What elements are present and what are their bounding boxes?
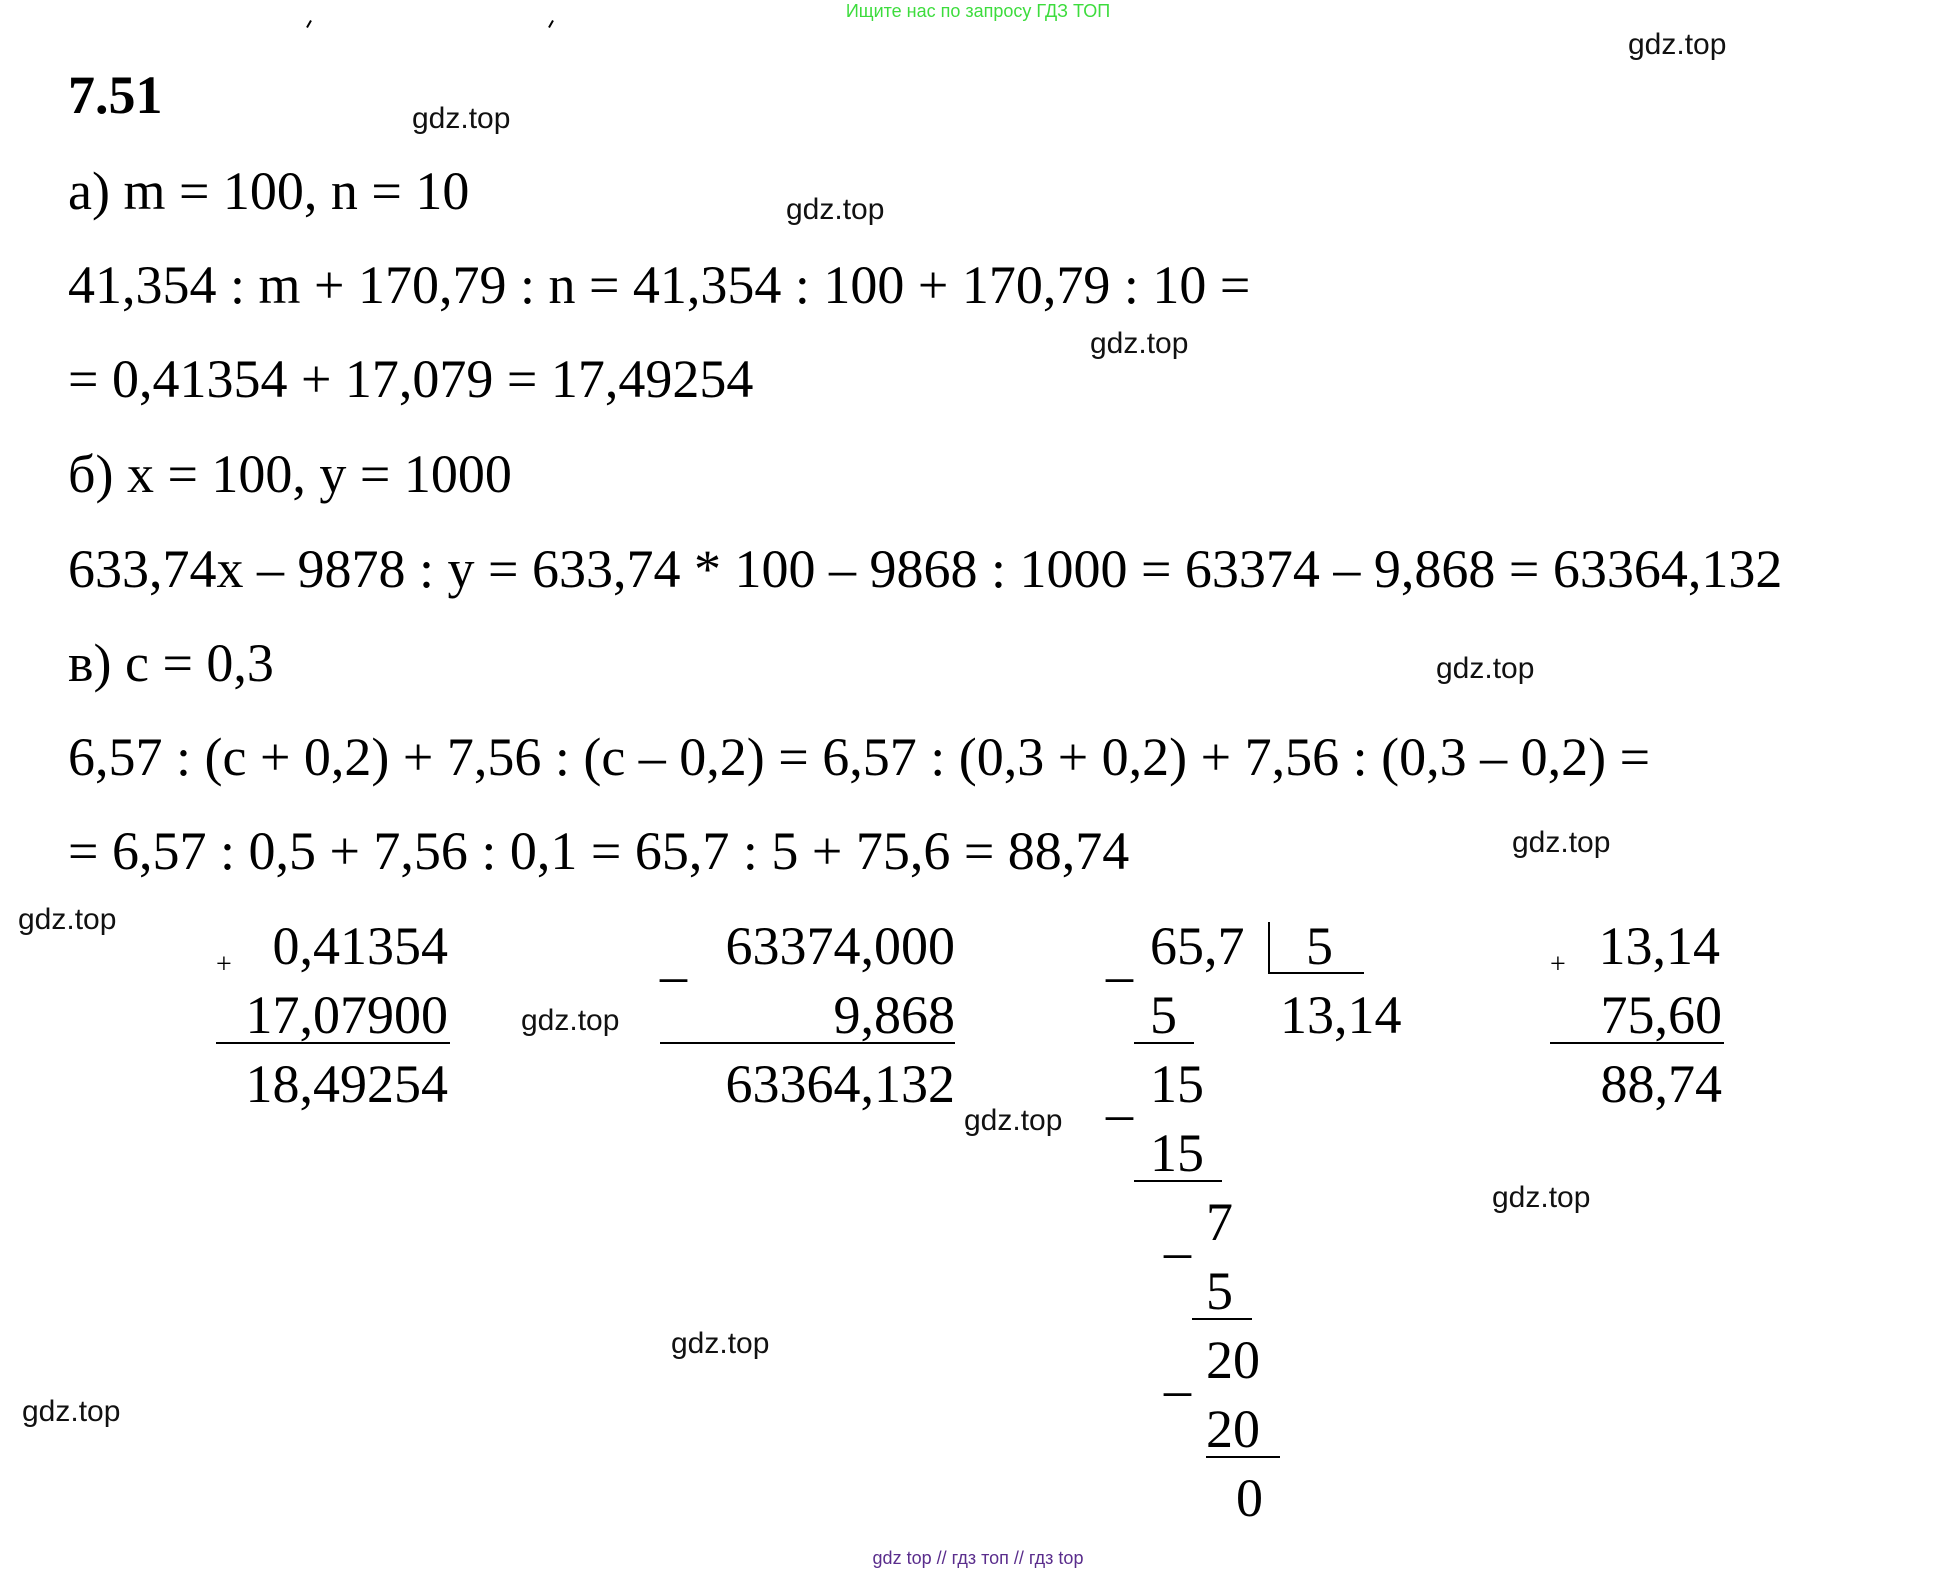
watermark: gdz.top xyxy=(1436,652,1535,685)
minuend: 63374,000 xyxy=(725,916,955,976)
divisor: 5 xyxy=(1306,916,1333,976)
part-a-header: а) m = 100, n = 10 xyxy=(68,161,470,221)
watermark: gdz.top xyxy=(786,193,885,226)
minus-sign: _ xyxy=(1164,1203,1191,1263)
quotient: 13,14 xyxy=(1280,985,1402,1045)
division-step: 15 xyxy=(1150,1054,1204,1114)
watermark: gdz.top xyxy=(964,1104,1063,1137)
problem-number: 7.51 xyxy=(68,65,163,125)
minus-sign: _ xyxy=(1106,927,1133,987)
division-remainder: 0 xyxy=(1236,1468,1263,1528)
dividend: 65,7 xyxy=(1150,916,1245,976)
step-line xyxy=(1134,1180,1222,1182)
watermark: gdz.top xyxy=(671,1327,770,1360)
watermark: gdz.top xyxy=(412,102,511,135)
difference-line xyxy=(660,1042,955,1044)
addend-2: 17,07900 xyxy=(245,985,448,1045)
addend-1: 13,14 xyxy=(1598,916,1720,976)
part-c-result: = 6,57 : 0,5 + 7,56 : 0,1 = 65,7 : 5 + 75,6 = 88,74 xyxy=(68,821,1130,881)
division-step: 20 xyxy=(1206,1330,1260,1390)
division-step: 7 xyxy=(1206,1192,1233,1252)
addend-1: 0,41354 xyxy=(272,916,448,976)
watermark: gdz.top xyxy=(22,1395,121,1428)
top-banner: Ищите нас по запросу ГДЗ ТОП xyxy=(845,1,1111,21)
bottom-banner: gdz top // гдз топ // гдз top xyxy=(872,1548,1084,1568)
sum-result: 88,74 xyxy=(1600,1054,1722,1114)
step-line xyxy=(1134,1042,1194,1044)
minus-sign: _ xyxy=(1106,1065,1133,1125)
part-b-expression: 633,74x – 9878 : y = 633,74 * 100 – 9868 : 1000 = 63374 – 9,868 = 63364,132 xyxy=(68,539,1783,599)
watermark: gdz.top xyxy=(521,1004,620,1037)
division-step: 15 xyxy=(1150,1123,1204,1183)
division-bar xyxy=(1268,922,1270,974)
part-c-header: в) c = 0,3 xyxy=(68,633,274,693)
sum-line xyxy=(1550,1042,1724,1044)
subtrahend: 9,868 xyxy=(833,985,955,1045)
sum-line xyxy=(216,1042,450,1044)
part-a-expression: 41,354 : m + 170,79 : n = 41,354 : 100 + 170,79 : 10 = xyxy=(68,255,1251,315)
plus-sign: + xyxy=(1550,949,1566,980)
watermark: gdz.top xyxy=(1512,826,1611,859)
division-step: 5 xyxy=(1150,985,1177,1045)
watermark: gdz.top xyxy=(18,903,117,936)
addend-2: 75,60 xyxy=(1600,985,1722,1045)
part-a-result: = 0,41354 + 17,079 = 17,49254 xyxy=(68,349,754,409)
watermark: gdz.top xyxy=(1628,28,1727,61)
step-line xyxy=(1192,1318,1252,1320)
minus-sign: _ xyxy=(660,927,687,987)
difference-result: 63364,132 xyxy=(725,1054,955,1114)
division-step: 5 xyxy=(1206,1261,1233,1321)
sum-result: 18,49254 xyxy=(245,1054,448,1114)
step-line xyxy=(1206,1456,1280,1458)
divisor-line xyxy=(1268,972,1364,974)
watermark: gdz.top xyxy=(1492,1181,1591,1214)
part-b-header: б) x = 100, y = 1000 xyxy=(68,444,512,504)
minus-sign: _ xyxy=(1164,1341,1191,1401)
division-step: 20 xyxy=(1206,1399,1260,1459)
part-c-expression: 6,57 : (c + 0,2) + 7,56 : (c – 0,2) = 6,57 : (0,3 + 0,2) + 7,56 : (0,3 – 0,2) = xyxy=(68,727,1651,787)
watermark: gdz.top xyxy=(1090,327,1189,360)
plus-sign: + xyxy=(216,949,232,980)
